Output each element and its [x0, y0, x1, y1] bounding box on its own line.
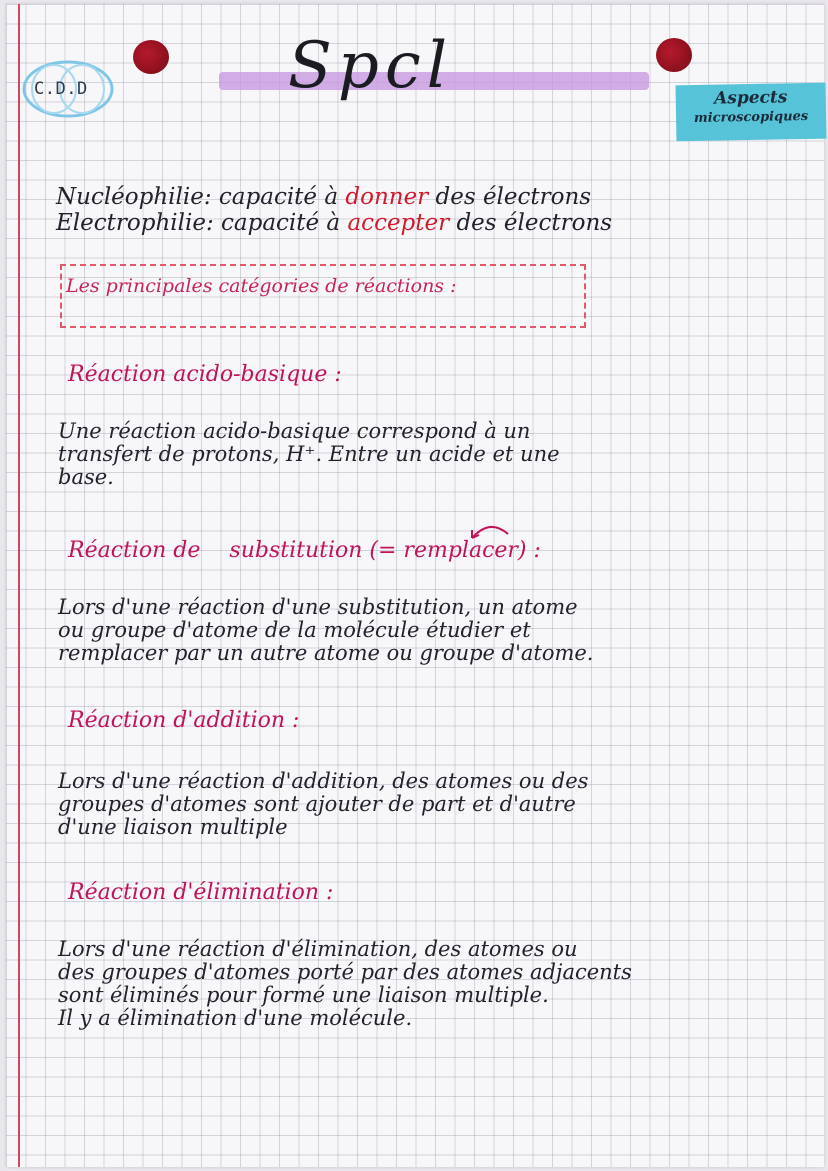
heading-part: Réaction de — [68, 538, 201, 563]
section-body-elimination — [58, 938, 632, 1030]
definition-verb: accepter — [347, 210, 450, 236]
page-title: Spcl — [288, 29, 454, 103]
section-heading-elimination: Réaction d'élimination : — [68, 880, 334, 905]
binder-hole-right — [656, 38, 692, 72]
body-line: groupes d'atomes sont ajouter de part et d'autre — [58, 792, 576, 816]
body-line: Lors d'une réaction d'élimination, des atomes ou — [58, 937, 578, 961]
body-line: transfert de protons, H⁺. Entre un acide et une — [58, 442, 560, 466]
section-heading-addition: Réaction d'addition : — [68, 708, 300, 733]
body-line: remplacer par un autre atome ou groupe d'atome. — [58, 641, 594, 665]
body-line: Une réaction acido-basique correspond à un — [58, 419, 531, 443]
section-body-acido-basique — [58, 420, 560, 489]
definition-term: Nucléophilie: capacité à — [56, 184, 339, 210]
section-body-addition — [58, 770, 588, 839]
badge-label: C.D.D — [34, 79, 88, 99]
topic-tag — [676, 83, 827, 142]
body-line: sont éliminés pour formé une liaison multiple. — [58, 983, 549, 1007]
notebook-page — [6, 4, 824, 1167]
body-line: des groupes d'atomes porté par des atomes adjacents — [58, 960, 632, 984]
definition-electrophilie — [56, 210, 612, 236]
section-heading-acido-basique: Réaction acido-basique : — [68, 362, 342, 387]
definition-verb: donner — [345, 184, 429, 210]
body-line: Il y a élimination d'une molécule. — [58, 1006, 413, 1030]
definition-end: des électrons — [456, 210, 613, 236]
body-line: base. — [58, 465, 114, 489]
body-line: ou groupe d'atome de la molécule étudier et — [58, 618, 531, 642]
body-line: Lors d'une réaction d'addition, des atomes ou des — [58, 769, 589, 793]
definition-nucleophilie — [56, 184, 591, 210]
binder-hole-left — [133, 40, 169, 74]
margin-line — [18, 4, 20, 1167]
section-body-substitution — [58, 596, 593, 665]
categories-title: Les principales catégories de réactions : — [66, 275, 457, 297]
curved-arrow-icon — [468, 520, 512, 542]
definition-end: des électrons — [435, 184, 592, 210]
definition-term: Electrophilie: capacité à — [56, 210, 341, 236]
topic-tag-line2: microscopiques — [693, 109, 809, 126]
body-line: d'une liaison multiple — [58, 815, 288, 839]
body-line: Lors d'une réaction d'une substitution, un atome — [58, 595, 578, 619]
topic-tag-line1: Aspects — [713, 87, 788, 109]
heading-part: substitution (= remplacer) : — [229, 538, 541, 563]
